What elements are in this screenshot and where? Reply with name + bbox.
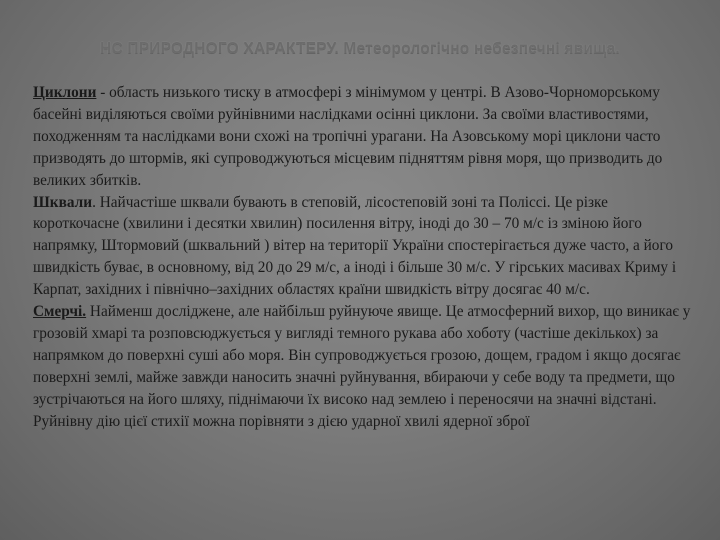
term-cyclones: Циклони [33, 84, 97, 101]
slide-body-text [33, 82, 693, 433]
tornadoes-description: Найменш досліджене, але найбільш руйнуюче явище. Це атмосферний вихор, що виникає у грозовій хмарі та розповсюджується у вигляді темного рукава або хоботу (частіше декількох) за напрямком до поверхні суші або моря. Він супроводжується грозою, дощем, градом і якщо досягає поверхні землі, майже завжди наносить значні руйнування, вбираючи у себе воду та предмети, що зустрічаються на його шляху, піднімаючи їх високо над землею і переносячи на значні відстані. Руйнівну дію цієї стихії можна порівняти з дією ударної хвилі ядерної зброї [33, 303, 691, 430]
slide-title: НС ПРИРОДНОГО ХАРАКТЕРУ. Метеорологічно небезпечні явища. [100, 40, 620, 57]
term-squalls: Шквали [33, 193, 93, 211]
squalls-description: . Найчастіше шквали бувають в степовій, лісостеповій зоні та Поліссі. Це різке короткочасне (хвилини і десятки хвилин) посилення вітру, іноді до 30 – 70 м/с із зміною його напрямку, Штормовий (шквальний ) вітер на території України спостерігається дуже часто, а його швидкість буває, в основному, від 20 до 29 м/с, а іноді і більше 30 м/с. У гірських масивах Криму і Карпат, західних і північно–західних областях країни швидкість вітру досягає 40 м/с. [33, 193, 677, 299]
cyclones-description: - область низького тиску в атмосфері з мінімумом у центрі. В Азово-Чорноморському басейні виділяються своїми руйнівними наслідками осінні циклони. За своїми властивостями, походженням та наслідками вони схожі на тропічні урагани. На Азовському морі циклони часто призводять до штормів, які супроводжуються місцевим підняттям рівня моря, що призводить до великих збитків. [33, 84, 663, 189]
term-tornadoes: Смерчі. [33, 303, 87, 321]
